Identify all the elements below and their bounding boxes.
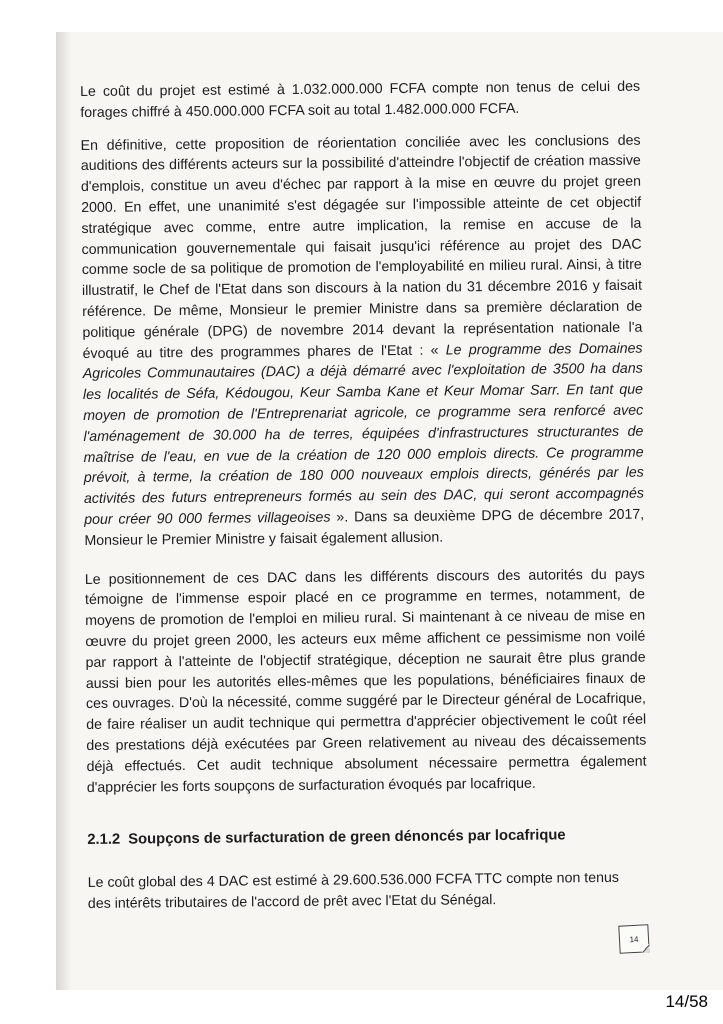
global-cost-line-1: Le coût global des 4 DAC est estimé à 29.600.536.000 FCFA TTC compte non tenus <box>87 869 620 892</box>
section-heading <box>87 825 647 851</box>
global-cost-line-2: des intérêts tributaires de l'accord de prêt avec l'Etat du Sénégal. <box>87 891 497 912</box>
paragraph-reorientation-end: ». Dans sa deuxième DPG de décembre 2017, Monsieur le Premier Ministre y faisait également allusion. <box>84 506 645 549</box>
scanned-page <box>56 32 723 990</box>
section-number: 2.1.2 <box>87 831 121 849</box>
page-counter: 14/58 <box>665 992 708 1011</box>
folded-corner-icon <box>641 944 649 952</box>
paragraph-project-cost: Le coût du projet est estimé à 1.032.000.000 FCFA compte non tenus de celui des forages chiffré à 450.000.000 FCFA soit au total 1.482.000.000 FCFA. <box>80 78 641 121</box>
paragraph-dac-positioning: Le positionnement de ces DAC dans les différents discours des autorités du pays témoigne de l'immense espoir placé en ce programme en termes, notamment, de moyens de promotion de l'emploi en milieu rural. Si maintenant à ce niveau de mise en œuvre du projet green 2000, les acteurs eux même affichent ce pessimisme non voilé par rapport à l'atteinte de l'objectif stratégique, déception ne saurait être plus grande aussi bien pour les autorités elles-mêmes que les populations, bénéficiaires finaux de ces ouvrages. D'où la nécessité, comme suggéré par le Directeur général de Locafrique, de faire réaliser un audit technique qui permettra d'apprécier objectivement le coût réel des prestations déjà exécutées par Green relativement au niveau des décaissements déjà effectués. Cet audit technique absolument nécessaire permettra également d'apprécier les forts soupçons de surfacturation évoqués par locafrique. <box>84 566 647 796</box>
document-body <box>80 77 648 927</box>
dpg-quote: Le programme des Domaines Agricoles Communautaires (DAC) a déjà démarré avec l'exploitation de 3500 ha dans les localités de Séfa, Kédougou, Keur Samba Kane et Keur Momar Sarr. En tant que moyen de promotion de l'Entreprenariat agricole, ce programme sera renforcé avec l'aménagement de 30.000 ha de terres, équipées d'infrastructures structurantes de maîtrise de l'eau, en vue de la création de 120 000 emplois directs. Ce programme prévoit, à terme, la création de 180 000 nouveaux emplois directs, générés par les activités des futurs entrepreneurs formés au sein des DAC, qui seront accompagnés pour créer 90 000 fermes villageoises <box>82 340 645 528</box>
page-edge-shadow <box>56 32 72 990</box>
page-number-stamp <box>618 924 649 954</box>
page-stamp-number: 14 <box>629 934 639 944</box>
paragraph-reorientation-text: En définitive, cette proposition de réorientation conciliée avec les conclusions des auditions des différents acteurs sur la possibilité d'atteindre l'objectif de création massive d'emplois, constitue un aveu d'échec par rapport à la mise en œuvre du projet green 2000. En effet, une unanimité s'est dégagée sur l'impossible atteinte de cet objectif stratégique avec comme, entre autre implication, la remise en accuse de la communication gouvernementale qui faisait jusqu'ici référence au projet des DAC comme socle de sa politique de promotion de l'employabilité en milieu rural. Ainsi, à titre illustratif, le Chef de l'Etat dans son discours à la nation du 31 décembre 2016 y faisait référence. De même, Monsieur le premier Ministre dans sa première déclaration de politique générale (DPG) de novembre 2014 devant la représentation nationale l'a évoqué au titre des programmes phares de l'Etat : « <box>80 132 643 362</box>
section-title: Soupçons de surfacturation de green dénoncés par locafrique <box>128 827 566 848</box>
paragraph-global-cost <box>88 868 648 915</box>
paragraph-reorientation <box>81 130 645 551</box>
